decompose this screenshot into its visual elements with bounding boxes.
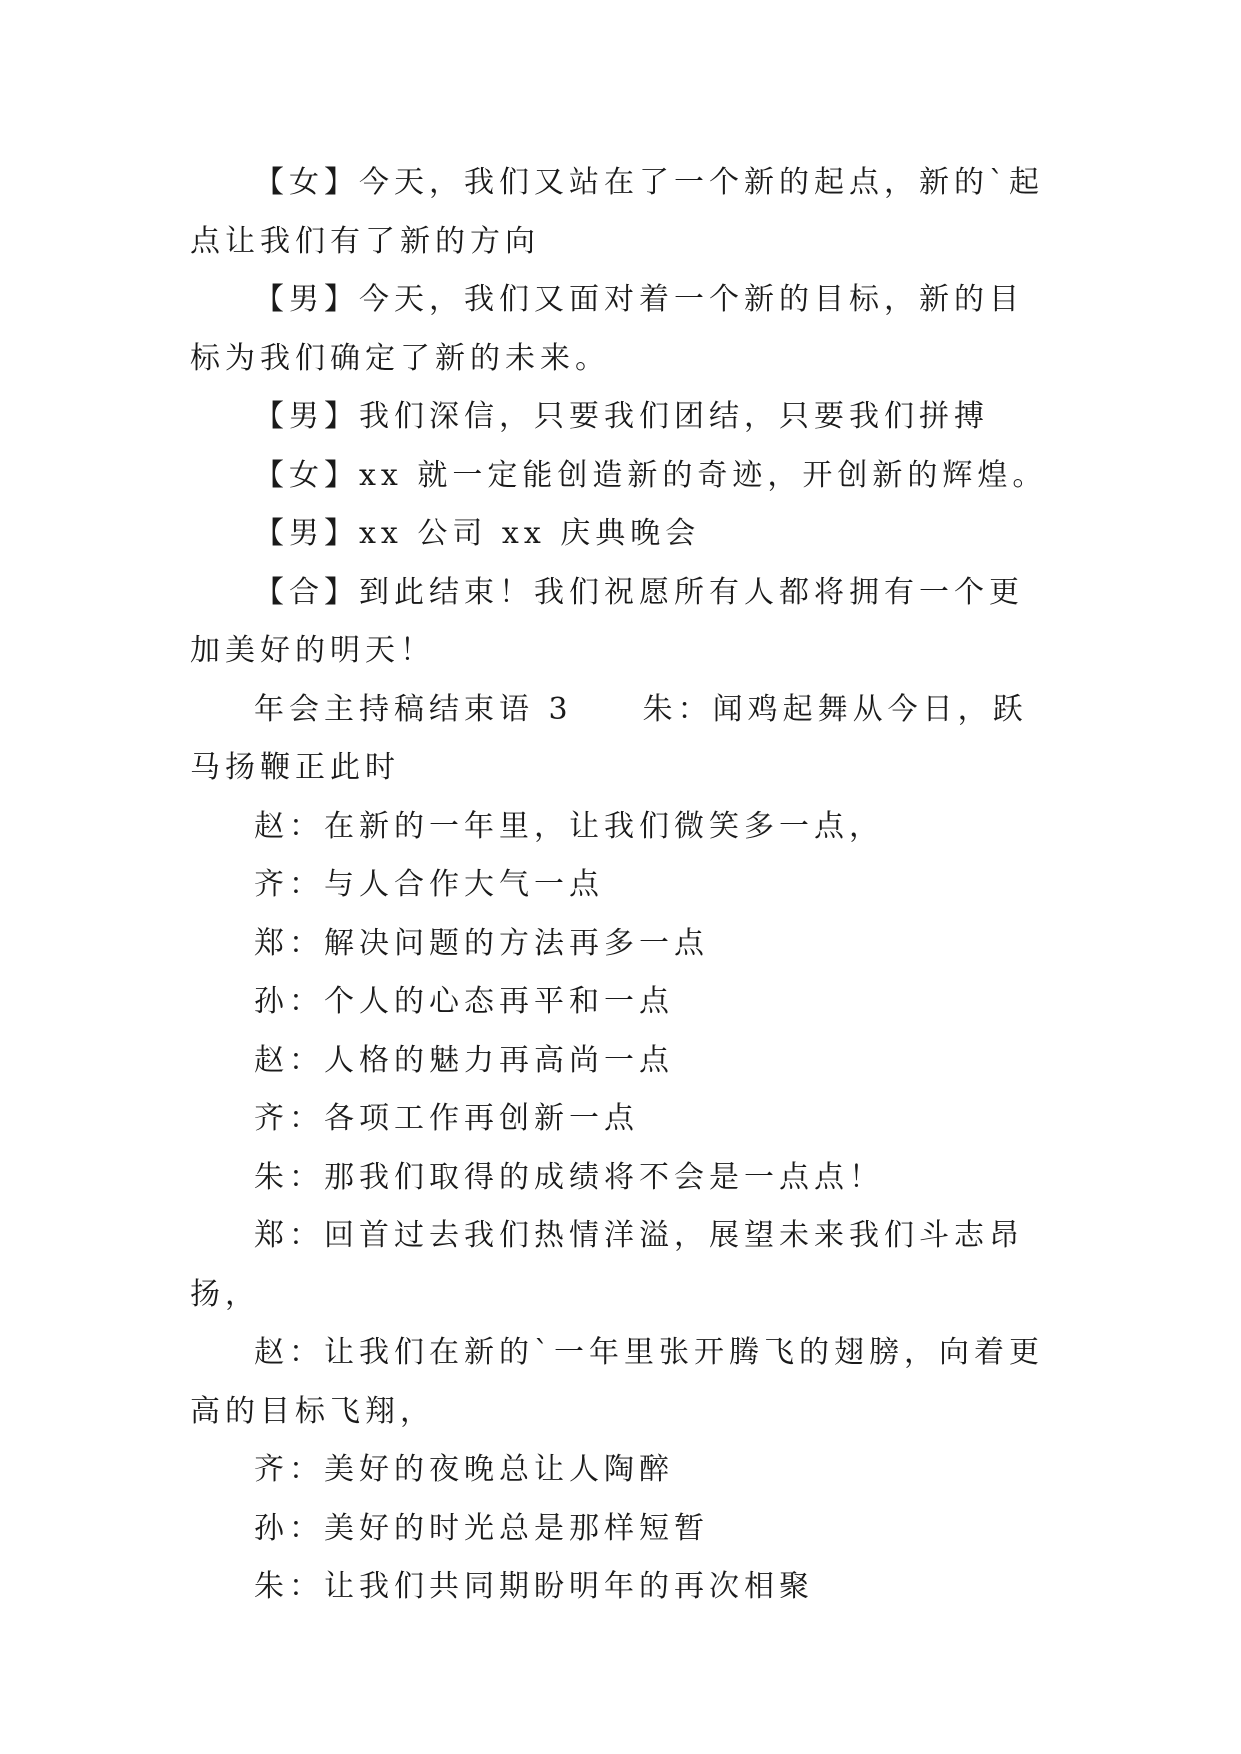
paragraph: 【合】到此结束！我们祝愿所有人都将拥有一个更加美好的明天！	[190, 574, 1024, 668]
paragraph: 郑：解决问题的方法再多一点	[254, 925, 709, 961]
paragraph: 【女】xx 就一定能创造新的奇迹，开创新的辉煌。	[254, 457, 1048, 493]
paragraph: 【女】今天，我们又站在了一个新的起点，新的`起点让我们有了新的方向	[190, 165, 1044, 259]
paragraph: 【男】我们深信，只要我们团结，只要我们拼搏	[254, 399, 989, 434]
paragraph: 【男】xx 公司 xx 庆典晚会	[254, 516, 701, 551]
paragraph: 齐：与人合作大气一点	[254, 867, 604, 902]
paragraph: 赵：让我们在新的`一年里张开腾飞的翅膀，向着更高的目标飞翔，	[190, 1335, 1044, 1429]
paragraph: 郑：回首过去我们热情洋溢，展望未来我们斗志昂扬，	[190, 1218, 1024, 1312]
document-body	[190, 154, 1052, 1617]
paragraph: 赵：在新的一年里，让我们微笑多一点，	[254, 808, 884, 844]
paragraph: 赵：人格的魅力再高尚一点	[254, 1042, 674, 1078]
paragraph: 朱：让我们共同期盼明年的再次相聚	[254, 1569, 814, 1604]
paragraph: 孙：美好的时光总是那样短暂	[254, 1510, 709, 1546]
paragraph: 朱：那我们取得的成绩将不会是一点点！	[254, 1159, 884, 1195]
paragraph: 齐：各项工作再创新一点	[254, 1101, 639, 1136]
paragraph: 【男】今天，我们又面对着一个新的目标，新的目标为我们确定了新的未来。	[190, 282, 1024, 376]
paragraph: 孙：个人的心态再平和一点	[254, 984, 674, 1019]
paragraph: 齐：美好的夜晚总让人陶醉	[254, 1452, 674, 1487]
paragraph: 年会主持稿结束语 3 朱：闻鸡起舞从今日，跃马扬鞭正此时	[190, 691, 1028, 785]
